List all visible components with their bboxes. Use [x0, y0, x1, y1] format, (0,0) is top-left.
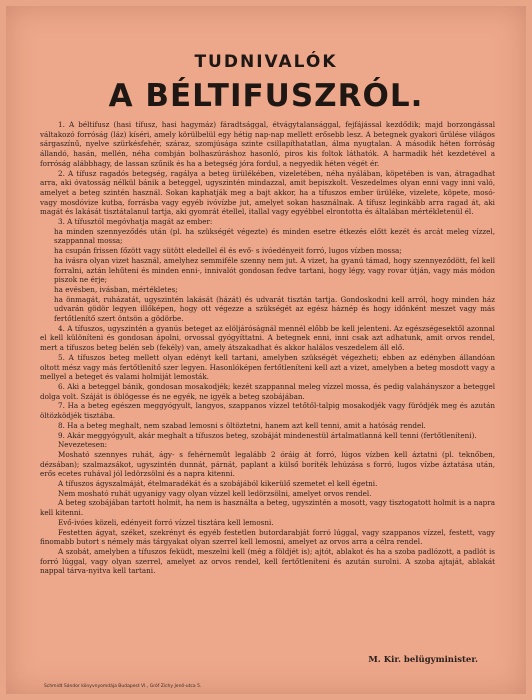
- paragraph-3: 3. A tífusztól megóvhatja magát az ember:: [58, 217, 213, 227]
- sub-paragraph: Festetten ágyat, széket, szekrényt és egyéb festetlen butordarabját forró lúggal, vagy szappanos vízzel, festett, vagy finomabb butort s némely más tárgyakat olyan szerrel kell lemosni, amelyet az orvos arra a célra rendel.: [40, 527, 495, 547]
- printer-imprint: Schmidt Sándor könyvnyomdája Budapest VI., Gróf Zichy Jenő-utca 5.: [44, 684, 202, 689]
- list-item: ha önmagát, ruházatát, ugyszintén lakását (házát) és udvarát tisztán tartja. Gondoskodni kell arról, hogy minden ház udvarán gödör legyen illőképen, hogy ott végezze a szükségét az egész háznép és hogy időnként meszet vagy más fertőtlenítő szert öntsön a gödörbe.: [54, 294, 495, 324]
- list-item: ha ivásra olyan vizet használ, amelyhez semmiféle szenny nem jut. A vizet, ha gyanú támad, hogy szennyeződött, fel kell forralni, aztán lehűteni és minden enni-, innivalót gondosan fedve tartani, hogy légy, vagy rovar útján, vagy más módon piszok ne érje;: [54, 255, 495, 285]
- paragraph-2: 2. A tífusz ragadós betegség, ragálya a beteg ürülékében, vizeletében, néha nyálában, köpetében is van, átragadhat arra, aki óvatosság nélkül bánik a beteggel, ugyszintén mindazzal, amit bepiszkolt. Veszedelmes olyan enni vagy inni való, amelyet a beteg szintén használ. Sokan kaphatják meg a bajt akkor, ha a tífuszos ember ürüléke, vizelete, köpete, mosó- vagy mosdóvize kutba, forrásba vagy egyéb ivóvízbe jut, amelyet sokan használnak. A tífusz leginkább arra ragad át, aki magát és lakását tisztátalanul tartja, aki gyomrát étellel, itallal vagy egyébbel elrontotta és általában mértékletenül él.: [40, 168, 495, 217]
- paragraph-7: 7. Ha a beteg egészen meggyógyult, langyos, szappanos vízzel tetőtől-talpig mosakodjék vagy fürödjék meg és azután öltözködjék tisztába.: [40, 401, 495, 421]
- nevezetesen: Nevezetesen:: [58, 440, 108, 450]
- sub-paragraph: Mosható szennyes ruhát, ágy- s fehérneműt legalább 2 óráig át forró, lúgos vízben kell áztatni (pl. teknőben, dézsában); szalmazsákot, ugyszintén dunnát, párnát, paplant a külső boríték lehúzása s forró, lugos vízbe áztatása után, erős ecetes ruhával jól ledörzsölni és a napra kitenni.: [40, 449, 495, 479]
- sub-paragraph: A tífuszos ágyszalmáját, ételmaradékát és a szobájából kikerülő szemetet el kell égetni.: [58, 479, 378, 489]
- paragraph-9: 9. Akár meggyógyult, akár meghalt a tífuszos beteg, szobáját mindenestül ártalmatlanná kell tenni (fertőtleníteni).: [58, 430, 477, 440]
- sub-paragraph: Nem mosható ruhát ugyanigy vagy olyan vízzel kell ledörzsölni, amelyet orvos rendel.: [58, 488, 372, 498]
- signature: M. Kir. belügyminister.: [368, 655, 478, 665]
- paragraph-5: 5. A tífuszos beteg mellett olyan edényt kell tartani, amelyben szükségét végezheti; ebben az edényben állandóan oltott mész vagy más fertőtlenítő szer legyen. Hasonlóképen fertőtleníteni kell azt a vizet, amelyben a beteg mosdott vagy a mellyel a beteget és valami holmiját lemosták.: [40, 352, 495, 382]
- poster-sheet: [6, 6, 526, 694]
- paragraph-8: 8. Ha a beteg meghalt, nem szabad lemosni s öltöztetni, hanem azt kell tenni, amit a hatóság rendel.: [58, 420, 426, 430]
- sub-paragraph: Evő-ivóes közeli, edényeit forró vízzel tisztára kell lemosni.: [58, 517, 274, 527]
- list-item: ha evésben, ivásban, mértékletes;: [54, 284, 178, 294]
- header-small: TUDNIVALÓK: [194, 52, 338, 72]
- paragraph-1: 1. A béltifusz (hasi tífusz, hasi hagymáz) fáradtsággal, étvágytalansággal, fejfájással kezdődik; majd borzongással váltakozó forróság (láz) kíséri, amely körülbelül egy hétig nap-nap mellett erősebb lesz. A betegnek gyakori űrülése világos sárgaszínű, nyelve szürkésfehér, száraz, szomjúsága szinte csillapíthatatlan, álma nyugtalan. A második héten forróság állandó, hasán, mellén, néha combján bolhaszúráshoz hasonló, piros kis foltok láthatók. A harmadik hét kezdetével a forróság alábbhagy, de lassan szűnik és ha a betegség jóra fordul, a negyedik héten végét ér.: [40, 120, 495, 168]
- header-title: A BÉLTIFUSZRÓL.: [108, 78, 424, 114]
- sub-paragraph: A szobát, amelyben a tífuszos feküdt, meszelni kell (még a földjét is); ajtót, ablakot és ha a szoba padlózott, a padlót is forró lúggal, vagy olyan szerrel, amelyet az orvos rendel, kell fertőtleníteni és azután surolni. A szoba ajtaját, ablakát nappal tárva-nyitva kell tartani.: [40, 546, 495, 576]
- paragraph-6: 6. Aki a beteggel bánik, gondosan mosakodjék; kezét szappannal meleg vízzel mossa, és pedig valahányszor a beteggel dolga volt. Száját is öblögesse és ne egyék, ne igyék a beteg szobájában.: [40, 381, 495, 401]
- sub-paragraph: A beteg szobájában tartott holmit, ha nem is használta a beteg, ugyszintén a mosott, vagy tisztogatott holmit is a napra kell kitenni.: [40, 498, 495, 518]
- body-text: [40, 120, 495, 576]
- list-item: ha minden szennyeződés után (pl. ha szükségét végezte) és minden esetre étkezés előtt kezét és arcát meleg vízzel, szappannal mossa;: [54, 226, 495, 246]
- list-item: ha csupán frissen főzött vagy sütött eledellel él és evő- s ivóedényeit forró, lugos vízben mossa;: [54, 246, 402, 256]
- paragraph-4: 4. A tífuszos, ugyszintén a gyanús beteget az elöljáróságnál mennél előbb be kell jelenteni. Az egészségesektől azonnal el kell különíteni és gondosan ápolni, orvossal gyógyíttatni. A betegnek enni, inni csak azt adhatunk, amit orvos rendel, mert a tífuszos beteg belén seb (fekély) van, amely átszakadhat és akkor halálos veszedelem áll elő.: [40, 323, 495, 353]
